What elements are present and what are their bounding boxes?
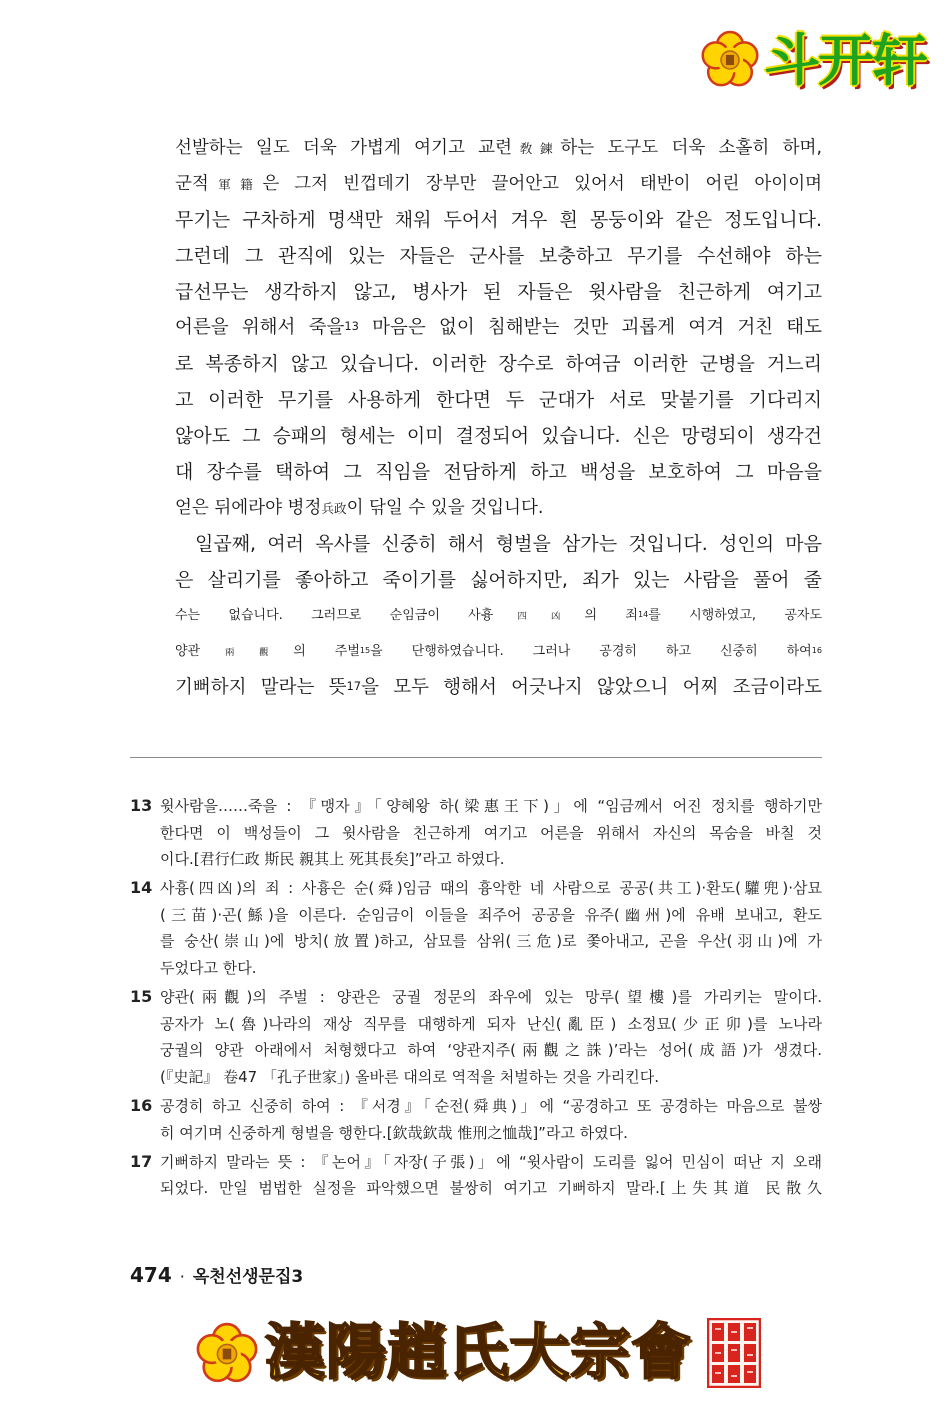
footnote-line: 양관(兩觀)의 주벌 : 양관은 궁궐 정문의 좌우에 있는 망루(望樓)를 가리키는 말이다.	[160, 988, 822, 1007]
footnote-ref: 17	[346, 678, 362, 693]
body-line: 군적軍籍은 그저 빈껍데기 장부만 끌어안고 있어서 태반이 어린 아이이며	[175, 174, 822, 194]
footnote-line: 히 여기며 신중하게 형벌을 행한다.[欽哉欽哉 惟刑之恤哉]”라고 하였다.	[160, 1123, 628, 1142]
body-line: 않아도 그 승패의 형세는 이미 결정되어 있습니다. 신은 망령되이 생각건	[175, 425, 822, 447]
hanja-gloss: 敎鍊	[511, 141, 561, 156]
footnote-line: 이다.[君行仁政 斯民 親其上 死其長矣]”라고 하였다.	[160, 850, 505, 869]
footnote	[130, 984, 822, 1090]
footnote-line: 한다면 이 백성들이 그 윗사람을 친근하게 여기고 어른을 위해서 자신의 목숨을 바칠 것	[160, 823, 822, 842]
body-line: 수는 없습니다. 그러므로 순임금이 사흉四凶의 죄14를 시행하였고, 공자도	[175, 608, 822, 623]
body-line: 급선무는 생각하지 않고, 병사가 된 자들은 윗사람을 친근하게 여기고	[175, 281, 822, 303]
footer-separator: ·	[179, 1267, 185, 1286]
footnote-line: 사흉(四凶)의 죄 : 사흉은 순(舜)임금 때의 흉악한 네 사람으로 공공(共工)·환도(驩兜)·삼묘	[160, 879, 822, 898]
hanja-gloss: 軍籍	[208, 177, 263, 192]
footnote-number: 15	[130, 987, 153, 1007]
footnote-divider	[130, 757, 822, 758]
footnote-ref: 16	[811, 645, 822, 655]
footnote-ref: 13	[344, 318, 359, 333]
footnote-line: (『史記』 卷47 「孔子世家」) 올바른 대의로 역적을 처벌하는 것을 가리킨다.	[160, 1067, 660, 1086]
book-title: 옥천선생문집3	[192, 1267, 304, 1287]
flower-emblem-icon	[700, 30, 760, 90]
footnote-line: (三苗)·곤(鯀)을 이른다. 순임금이 이들을 죄주어 공공을 유주(幽州)에 유배 보내고, 환도	[160, 905, 822, 924]
body-line: 선발하는 일도 더욱 가볍게 여기고 교련敎鍊하는 도구도 더욱 소홀히 하며,	[175, 138, 822, 158]
body-line: 은 살리기를 좋아하고 죽이기를 싫어하지만, 죄가 있는 사람을 풀어 줄	[175, 569, 822, 591]
footnote	[130, 1093, 822, 1146]
body-line: 로 복종하지 않고 있습니다. 이러한 장수로 하여금 이러한 군병을 거느리	[175, 353, 822, 375]
footnote-line: 두었다고 한다.	[160, 959, 257, 978]
footnote	[130, 1149, 822, 1202]
body-line: 양관兩觀의 주벌15을 단행하였습니다. 그러나 공경히 하고 신중히 하여16	[175, 644, 822, 659]
footnote-number: 16	[130, 1096, 153, 1116]
body-line: 어른을 위해서 죽을13 마음은 없이 침해받는 것만 괴롭게 여겨 거친 태도	[175, 317, 822, 338]
flower-emblem-icon	[195, 1322, 259, 1386]
hanja-gloss: 兩觀	[200, 647, 294, 658]
body-line: 고 이러한 무기를 사용하게 한다면 두 군대가 서로 맞붙기를 기다리지	[175, 389, 822, 411]
footnote-line: 윗사람을……죽을 : 『맹자』「양혜왕 하(梁惠王下)」에 “임금께서 어진 정치를 행하기만	[160, 797, 822, 815]
body-line: 대 장수를 택하여 그 직임을 전담하게 하고 백성을 보호하여 그 마음을	[175, 461, 822, 483]
footnote-ref: 14	[637, 609, 649, 619]
body-line: 일곱째, 여러 옥사를 신중히 해서 형벌을 삼가는 것입니다. 성인의 마음	[195, 533, 822, 555]
body-line: 그런데 그 관직에 있는 자들은 군사를 보충하고 무기를 수선해야 하는	[175, 245, 822, 267]
bottom-logo	[195, 1312, 765, 1397]
footnote-number: 14	[130, 878, 153, 898]
footnote-number: 17	[130, 1151, 153, 1171]
footnote-line: 를 숭산(崇山)에 방치(放置)하고, 삼묘를 삼위(三危)로 쫓아내고, 곤을 우산(羽山)에 가	[160, 932, 822, 951]
footnote-line: 공경히 하고 신중히 하여 : 『서경』「순전(舜典)」에 “공경하고 또 공경하는 마음으로 불쌍	[160, 1097, 822, 1116]
footnote-line: 되었다. 만일 범법한 실정을 파악했으면 불쌍히 여기고 기뻐하지 말라.[上失其道 民散久	[160, 1179, 822, 1198]
hanja-gloss: 兵政	[321, 501, 347, 516]
hanja-gloss: 四凶	[493, 611, 585, 622]
body-line: 기뻐하지 말라는 뜻17을 모두 행해서 어긋나지 않았으니 어찌 조금이라도	[175, 677, 822, 698]
red-seal-icon	[707, 1318, 761, 1388]
body-line: 얻은 뒤에라야 병정兵政이 닦일 수 있을 것입니다.	[175, 498, 544, 518]
footnote-line: 공자가 노(魯)나라의 재상 직무를 대행하게 되자 난신(亂臣) 소정묘(少正卯)를 노나라	[160, 1014, 822, 1033]
top-logo	[700, 22, 940, 112]
footnote-number: 13	[130, 796, 153, 815]
page-number: 474	[130, 1263, 172, 1287]
footnote-line: 기뻐하지 말라는 뜻 : 『논어』「자장(子張)」에 “윗사람이 도리를 잃어 민심이 떠난 지 오래	[160, 1152, 822, 1171]
footnote-line: 궁궐의 양관 아래에서 처형했다고 하여 ‘양관지주(兩觀之誅)’라는 성어(成語)가 생겼다.	[160, 1041, 822, 1060]
top-logo-text: 斗开轩	[764, 28, 926, 94]
body-text	[175, 130, 822, 706]
footnote	[130, 875, 822, 981]
bottom-logo-text: 漢陽趙氏大宗會	[265, 1318, 692, 1388]
footnote	[130, 793, 822, 873]
page-footer	[130, 1260, 303, 1290]
body-line: 무기는 구차하게 명색만 채워 두어서 겨우 흰 몽둥이와 같은 정도입니다.	[175, 209, 822, 231]
footnote-ref: 15	[359, 645, 371, 655]
footnotes	[130, 793, 822, 1204]
